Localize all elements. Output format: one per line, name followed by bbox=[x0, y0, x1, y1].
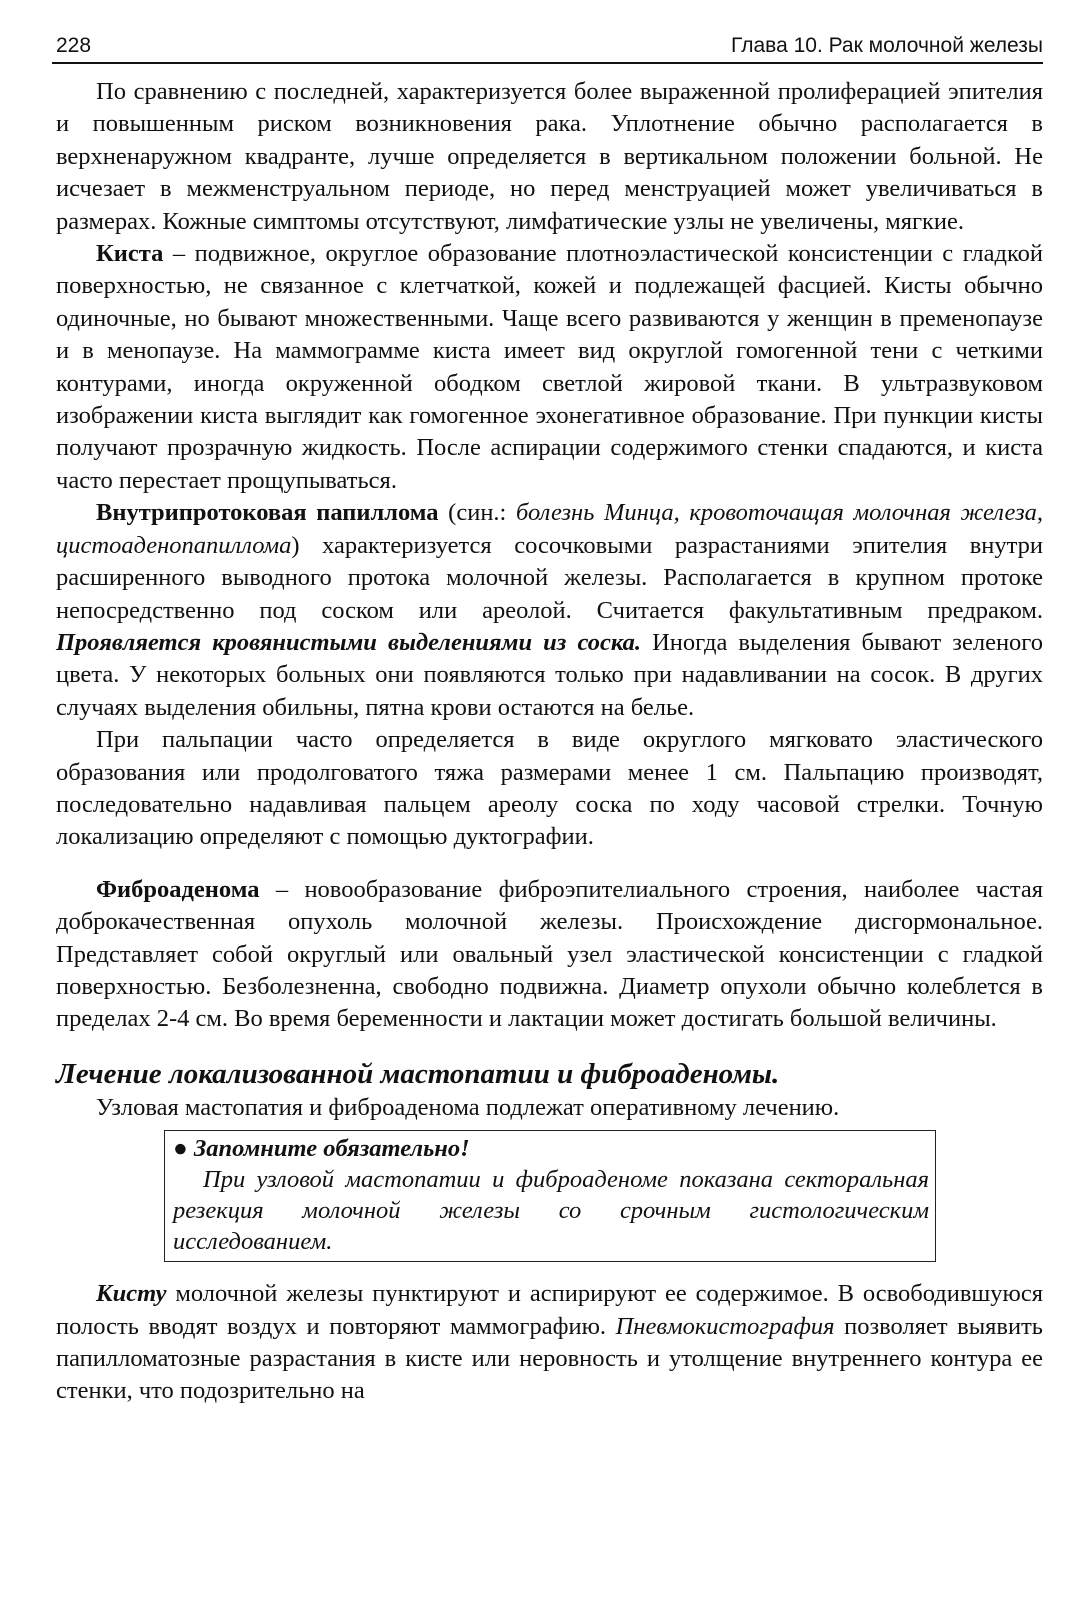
fibroadenoma-text: – новообразование фиброэпителиального строения, наиболее частая доброкачественная опухоль молочной железы. Происхождение дисгормональное. Представляет собой округлый или овальный узел эластической консистенции с гладкой поверхностью. Безболезненна, свободно подвижна. Диаметр опухоли обычно колеблется в пределах 2-4 см. Во время беременности и лактации может достигать большой величины. bbox=[56, 875, 1043, 1033]
paragraph-papilloma bbox=[56, 497, 1043, 724]
term-cyst-treatment: Кисту bbox=[96, 1280, 167, 1308]
bullet-icon: ● bbox=[173, 1135, 188, 1163]
term-fibroadenoma: Фиброаденома bbox=[96, 875, 260, 903]
main-text bbox=[56, 76, 1043, 1408]
paragraph-palpation: При пальпации часто определяется в виде округлого мягковато эластического образования или продолговатого тяжа размерами менее 1 см. Пальпацию производят, последовательно надавливая пальцем ареолу соска по ходу часовой стрелки. Точную локализацию определяют с помощью дуктографии. bbox=[56, 726, 1043, 851]
running-header bbox=[52, 30, 1043, 64]
remember-callout bbox=[164, 1130, 936, 1262]
term-cyst: Киста bbox=[96, 240, 164, 268]
papilloma-text-1: ) характеризуется сосочковыми разрастаниями эпителия внутри расширенного выводного протока молочной железы. Располагается в крупном протоке непосредственно под соском или ареолой. Считается факультативным предраком. bbox=[56, 531, 1043, 624]
section-intro: Узловая мастопатия и фиброаденома подлежат оперативному лечению. bbox=[96, 1093, 840, 1121]
term-papilloma: Внутрипротоковая папиллома bbox=[96, 499, 439, 527]
section-heading: Лечение локализованной мастопатии и фиброаденомы. bbox=[56, 1057, 780, 1090]
paragraph-intro: По сравнению с последней, характеризуется более выраженной пролиферацией эпителия и повышенным риском возникновения рака. Уплотнение обычно располагается в верхненаружном квадранте, лучше определяется в вертикальном положении больной. Не исчезает в межменструальном периоде, но перед менструацией может увеличиваться в размерах. Кожные симптомы отсутствуют, лимфатические узлы не увеличены, мягкие. bbox=[56, 78, 1043, 235]
paragraph-cyst-treatment bbox=[56, 1278, 1043, 1408]
page-number: 228 bbox=[56, 34, 92, 57]
callout-title: Запомните обязательно! bbox=[193, 1135, 470, 1163]
paragraph-cyst bbox=[56, 238, 1043, 497]
cyst-treatment-text-2: позволяет выявить папилломатозные разрастания в кисте или неровность и утолщение внутреннего контура ее стенки, что подозрительно на bbox=[56, 1312, 1043, 1405]
papilloma-text-2: Иногда выделения бывают зеленого цвета. У некоторых больных они появляются только при надавливании на сосок. В других случаях выделения обильны, пятна крови остаются на белье. bbox=[56, 628, 1043, 721]
synonym-open: (син.: bbox=[438, 499, 517, 527]
synonym-list: болезнь Минца, кровоточащая молочная железа, цистоаденопапиллома bbox=[56, 499, 1044, 559]
chapter-title: Глава 10. Рак молочной железы bbox=[731, 34, 1043, 57]
term-pneumocystography: Пневмокистография bbox=[615, 1312, 835, 1340]
paragraph-fibroadenoma bbox=[56, 874, 1043, 1036]
callout-header bbox=[173, 1133, 929, 1164]
cyst-text: – подвижное, округлое образование плотноэластической консистенции с гладкой поверхностью, не связанное с клетчаткой, кожей и подлежащей фасцией. Кисты обычно одиночные, но бывают множественными. Чаще всего развиваются у женщин в пременопаузе и в менопаузе. На маммограмме киста имеет вид округлой гомогенной тени с четкими контурами, иногда окруженной ободком светлой жировой ткани. В ультразвуковом изображении киста выглядит как гомогенное эхонегативное образование. При пункции кисты получают прозрачную жидкость. После аспирации содержимого стенки спадаются, и киста часто перестает прощупываться. bbox=[56, 240, 1043, 494]
papilloma-emphasis: Проявляется кровянистыми выделениями из соска. bbox=[56, 628, 642, 656]
cyst-treatment-text-1: молочной железы пунктируют и аспирируют ее содержимое. В освободившуюся полость вводят воздух и повторяют маммографию. bbox=[56, 1280, 1043, 1340]
callout-text: При узловой мастопатии и фиброаденоме показана секторальная резекция молочной железы со срочным гистологическим исследованием. bbox=[173, 1166, 929, 1256]
